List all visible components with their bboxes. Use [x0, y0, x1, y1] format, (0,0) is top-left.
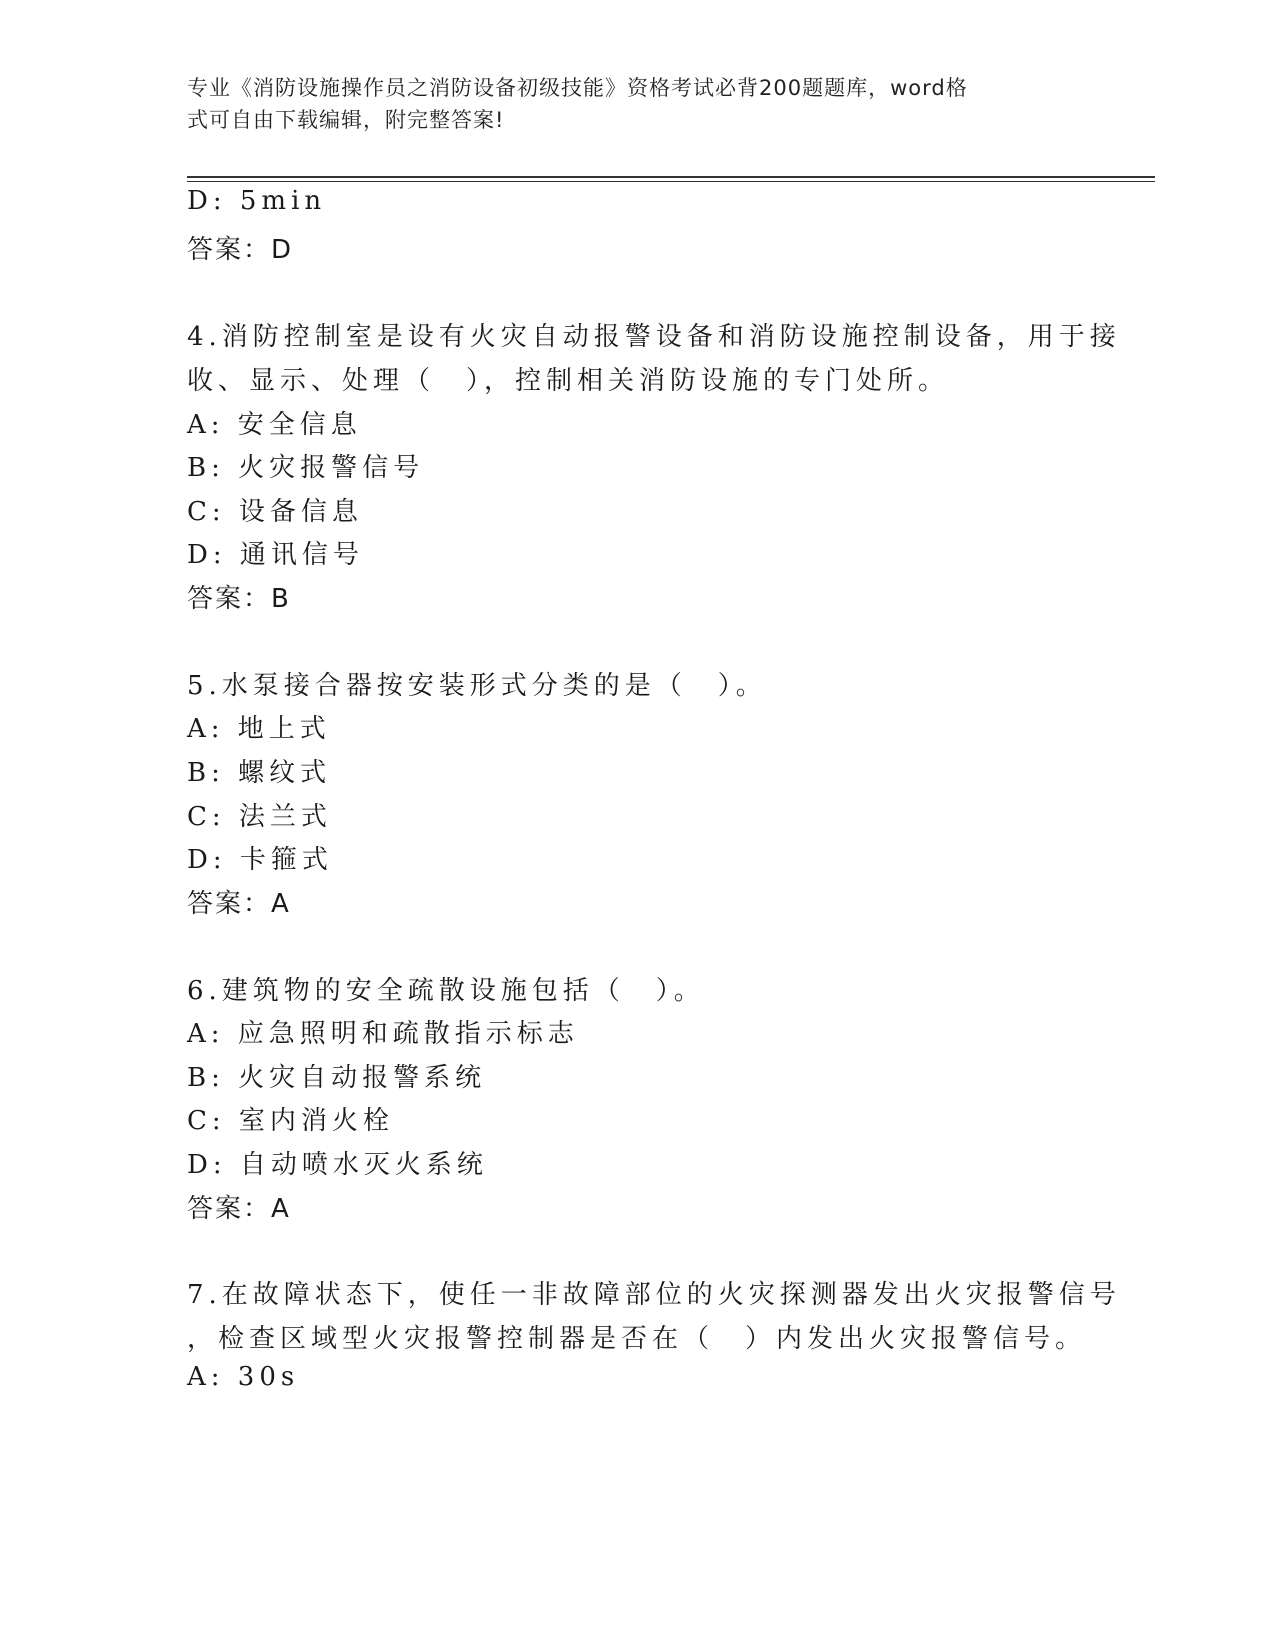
q4-option-c: C: 设备信息 [187, 497, 363, 527]
header-line-1: 专业《消防设施操作员之消防设备初级技能》资格考试必背200题题库，word格 [187, 76, 968, 100]
q4-answer: 答案：B [187, 584, 291, 614]
q5-option-c: C: 法兰式 [187, 802, 332, 832]
header-line-2: 式可自由下载编辑，附完整答案! [187, 108, 505, 132]
q7-stem-line-1: 7.在故障状态下，使任一非故障部位的火灾探测器发出火灾报警信号 [187, 1280, 1121, 1310]
q4-option-a: A: 安全信息 [187, 410, 362, 440]
q6-option-d: D: 自动喷水灭火系统 [187, 1150, 488, 1180]
q4-option-d: D: 通讯信号 [187, 540, 364, 570]
q5-answer: 答案：A [187, 889, 291, 919]
q4-option-b: B: 火灾报警信号 [187, 453, 425, 483]
q5-option-a: A: 地上式 [187, 714, 331, 744]
q3-answer: 答案：D [187, 235, 294, 265]
document-header [187, 72, 1067, 136]
q5-option-b: B: 螺纹式 [187, 758, 332, 788]
q3-option-d: D: 5min [187, 186, 327, 216]
q5-stem-line-1: 5.水泵接合器按安装形式分类的是（ ）。 [187, 671, 767, 701]
q4-stem-line-2: 收、显示、处理（ ），控制相关消防设施的专门处所。 [187, 366, 950, 396]
q7-stem-line-2: ，检查区域型火灾报警控制器是否在（ ）内发出火灾报警信号。 [187, 1324, 1087, 1354]
q7-option-a: A: 30s [187, 1362, 300, 1392]
q4-stem-line-1: 4.消防控制室是设有火灾自动报警设备和消防设施控制设备，用于接 [187, 322, 1121, 352]
header-divider-thick [187, 176, 1155, 178]
q6-stem-line-1: 6.建筑物的安全疏散设施包括（ ）。 [187, 976, 705, 1006]
q6-option-b: B: 火灾自动报警系统 [187, 1063, 487, 1093]
q6-option-c: C: 室内消火栓 [187, 1106, 394, 1136]
header-divider-thin [187, 181, 1155, 182]
q6-option-a: A: 应急照明和疏散指示标志 [187, 1019, 579, 1049]
q5-option-d: D: 卡箍式 [187, 845, 333, 875]
q6-answer: 答案：A [187, 1194, 291, 1224]
